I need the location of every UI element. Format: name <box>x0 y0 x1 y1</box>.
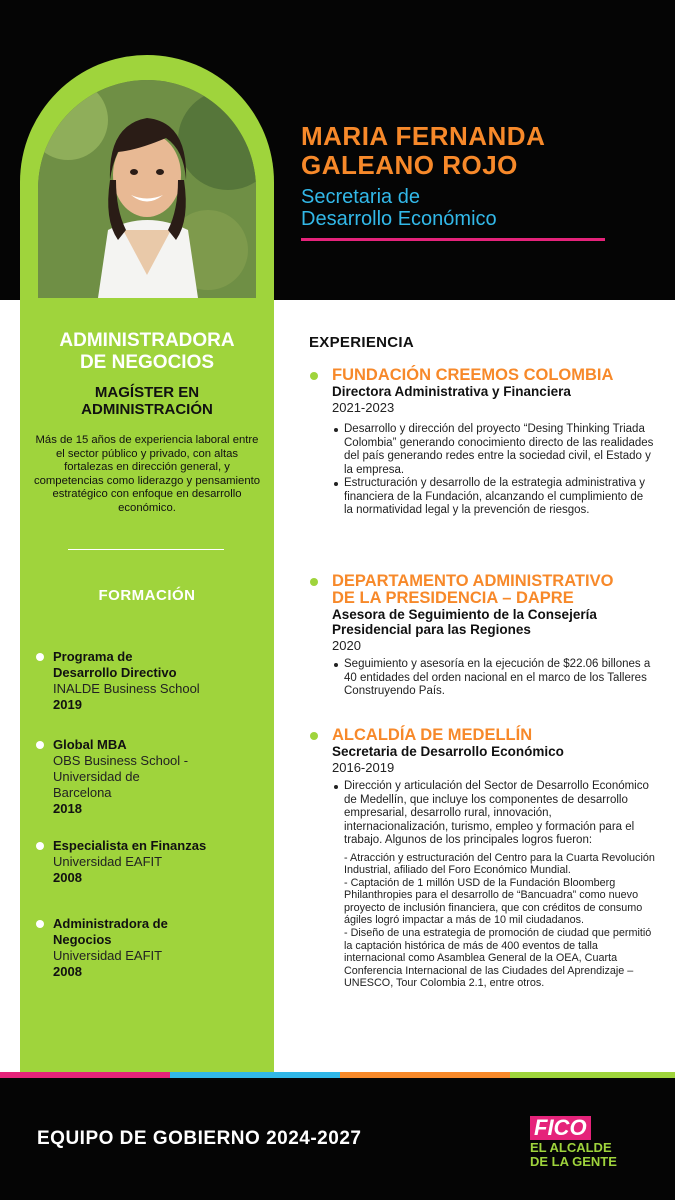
job-bullets <box>344 780 655 848</box>
experience-title: EXPERIENCIA <box>309 334 414 351</box>
education-item <box>36 838 266 886</box>
job-position: Directora Administrativa y Financiera <box>332 384 571 399</box>
achievement-item: - Diseño de una estrategia de promoción de ciudad que permitió la captación histórica de más de 400 eventos de talla internacional como Asamblea General de la OEA, Cuarta Conferencia Internacional de las Ciudades del Aprendizaje – UNESCO, Tour Colombia 2.1, entre otros. <box>344 927 652 990</box>
job-organization: DEPARTAMENTO ADMINISTRATIVO DE LA PRESIDENCIA – DAPRE <box>332 572 614 607</box>
profile-photo <box>38 80 256 298</box>
education-year: 2018 <box>53 801 82 816</box>
job-years: 2020 <box>332 638 361 653</box>
masters-title: MAGÍSTER EN ADMINISTRACIÓN <box>81 384 213 418</box>
profile-name: MARIA FERNANDA GALEANO ROJO <box>301 121 546 180</box>
job-years: 2016-2019 <box>332 760 395 775</box>
job-bullet: Dirección y articulación del Sector de Desarrollo Económico de Medellín, que incluye los componentes de desarrollo empresarial, desarrollo rural, innovación, internacionalización, turismo, empleo y formación para el trabajo. Algunos de los principales logros fueron: <box>344 780 655 848</box>
education-year: 2008 <box>53 870 82 885</box>
job-item <box>310 727 655 990</box>
education-title: Especialista en Finanzas <box>53 838 207 853</box>
education-title: Programa de Desarrollo Directivo <box>53 649 177 680</box>
bullet-icon <box>36 842 44 850</box>
logo-tagline: EL ALCALDE DE LA GENTE <box>530 1140 617 1169</box>
profile-role: Secretaria de Desarrollo Económico <box>301 186 497 230</box>
logo-main: FICO <box>530 1116 591 1140</box>
job-item <box>310 367 655 518</box>
education-school: Universidad EAFIT <box>53 948 163 963</box>
job-position: Secretaria de Desarrollo Económico <box>332 744 564 759</box>
education-item <box>36 649 266 713</box>
divider <box>68 549 224 550</box>
job-bullet: Desarrollo y dirección del proyecto “Desing Thinking Triada Colombia” generando conocimiento directo de las realidades del país generando redes entre la sociedad civil, el Estado y la empresa. <box>344 423 654 476</box>
education-item <box>36 737 266 817</box>
education-year: 2019 <box>53 697 82 712</box>
name-underline <box>301 238 605 241</box>
bullet-icon <box>310 578 318 586</box>
education-school: OBS Business School - Universidad de Barcelona <box>53 753 189 800</box>
profile-summary: Más de 15 años de experiencia laboral entre el sector público y privado, con altas fortalezas en dirección general, y competencias como liderazgo y pensamiento estratégico con enfoque en desarrollo económico. <box>33 434 261 514</box>
achievements <box>344 852 655 991</box>
job-organization: FUNDACIÓN CREEMOS COLOMBIA <box>332 366 614 384</box>
job-item <box>310 573 655 699</box>
education-item <box>36 916 266 980</box>
bullet-icon <box>310 372 318 380</box>
job-position: Asesora de Seguimiento de la Consejería Presidencial para las Regiones <box>332 607 597 637</box>
achievement-item: - Captación de 1 millón USD de la Fundación Bloomberg Philanthropies para el desarrollo de “Bancuadra” como nuevo proyecto de inclusión financiera, que con créditos de consumo ágiles logró impactar a más de 10 mil ciudadanos. <box>344 876 643 927</box>
education-school: INALDE Business School <box>53 681 200 696</box>
education-school: Universidad EAFIT <box>53 854 163 869</box>
achievement-item: - Atracción y estructuración del Centro para la Cuarta Revolución Industrial, afiliado del Foro Económico Mundial. <box>344 851 655 877</box>
job-bullets <box>344 423 655 518</box>
bullet-icon <box>310 732 318 740</box>
profile-heading <box>301 122 651 230</box>
job-years: 2021-2023 <box>332 400 395 415</box>
education-year: 2008 <box>53 964 82 979</box>
job-organization: ALCALDÍA DE MEDELLÍN <box>332 726 533 744</box>
bullet-icon <box>36 920 44 928</box>
job-bullet: Estructuración y desarrollo de la estrategia administrativa y financiera de la Fundación, alcanzando el cumplimiento de la normatividad legal y la prevención de riesgos. <box>344 477 655 518</box>
bullet-icon <box>36 741 44 749</box>
education-title: Administradora de Negocios <box>53 916 168 947</box>
job-bullets <box>344 658 655 699</box>
team-title: EQUIPO DE GOBIERNO 2024-2027 <box>37 1128 362 1149</box>
bullet-icon <box>36 653 44 661</box>
job-bullet: Seguimiento y asesoría en la ejecución de $22.06 billones a 40 entidades del orden nacional en el marco de los Talleres Construyendo País. <box>344 658 655 699</box>
formacion-title: FORMACIÓN <box>98 587 196 604</box>
fico-logo <box>530 1116 650 1169</box>
education-title: Global MBA <box>53 737 127 752</box>
degree-title: ADMINISTRADORA DE NEGOCIOS <box>59 330 235 373</box>
